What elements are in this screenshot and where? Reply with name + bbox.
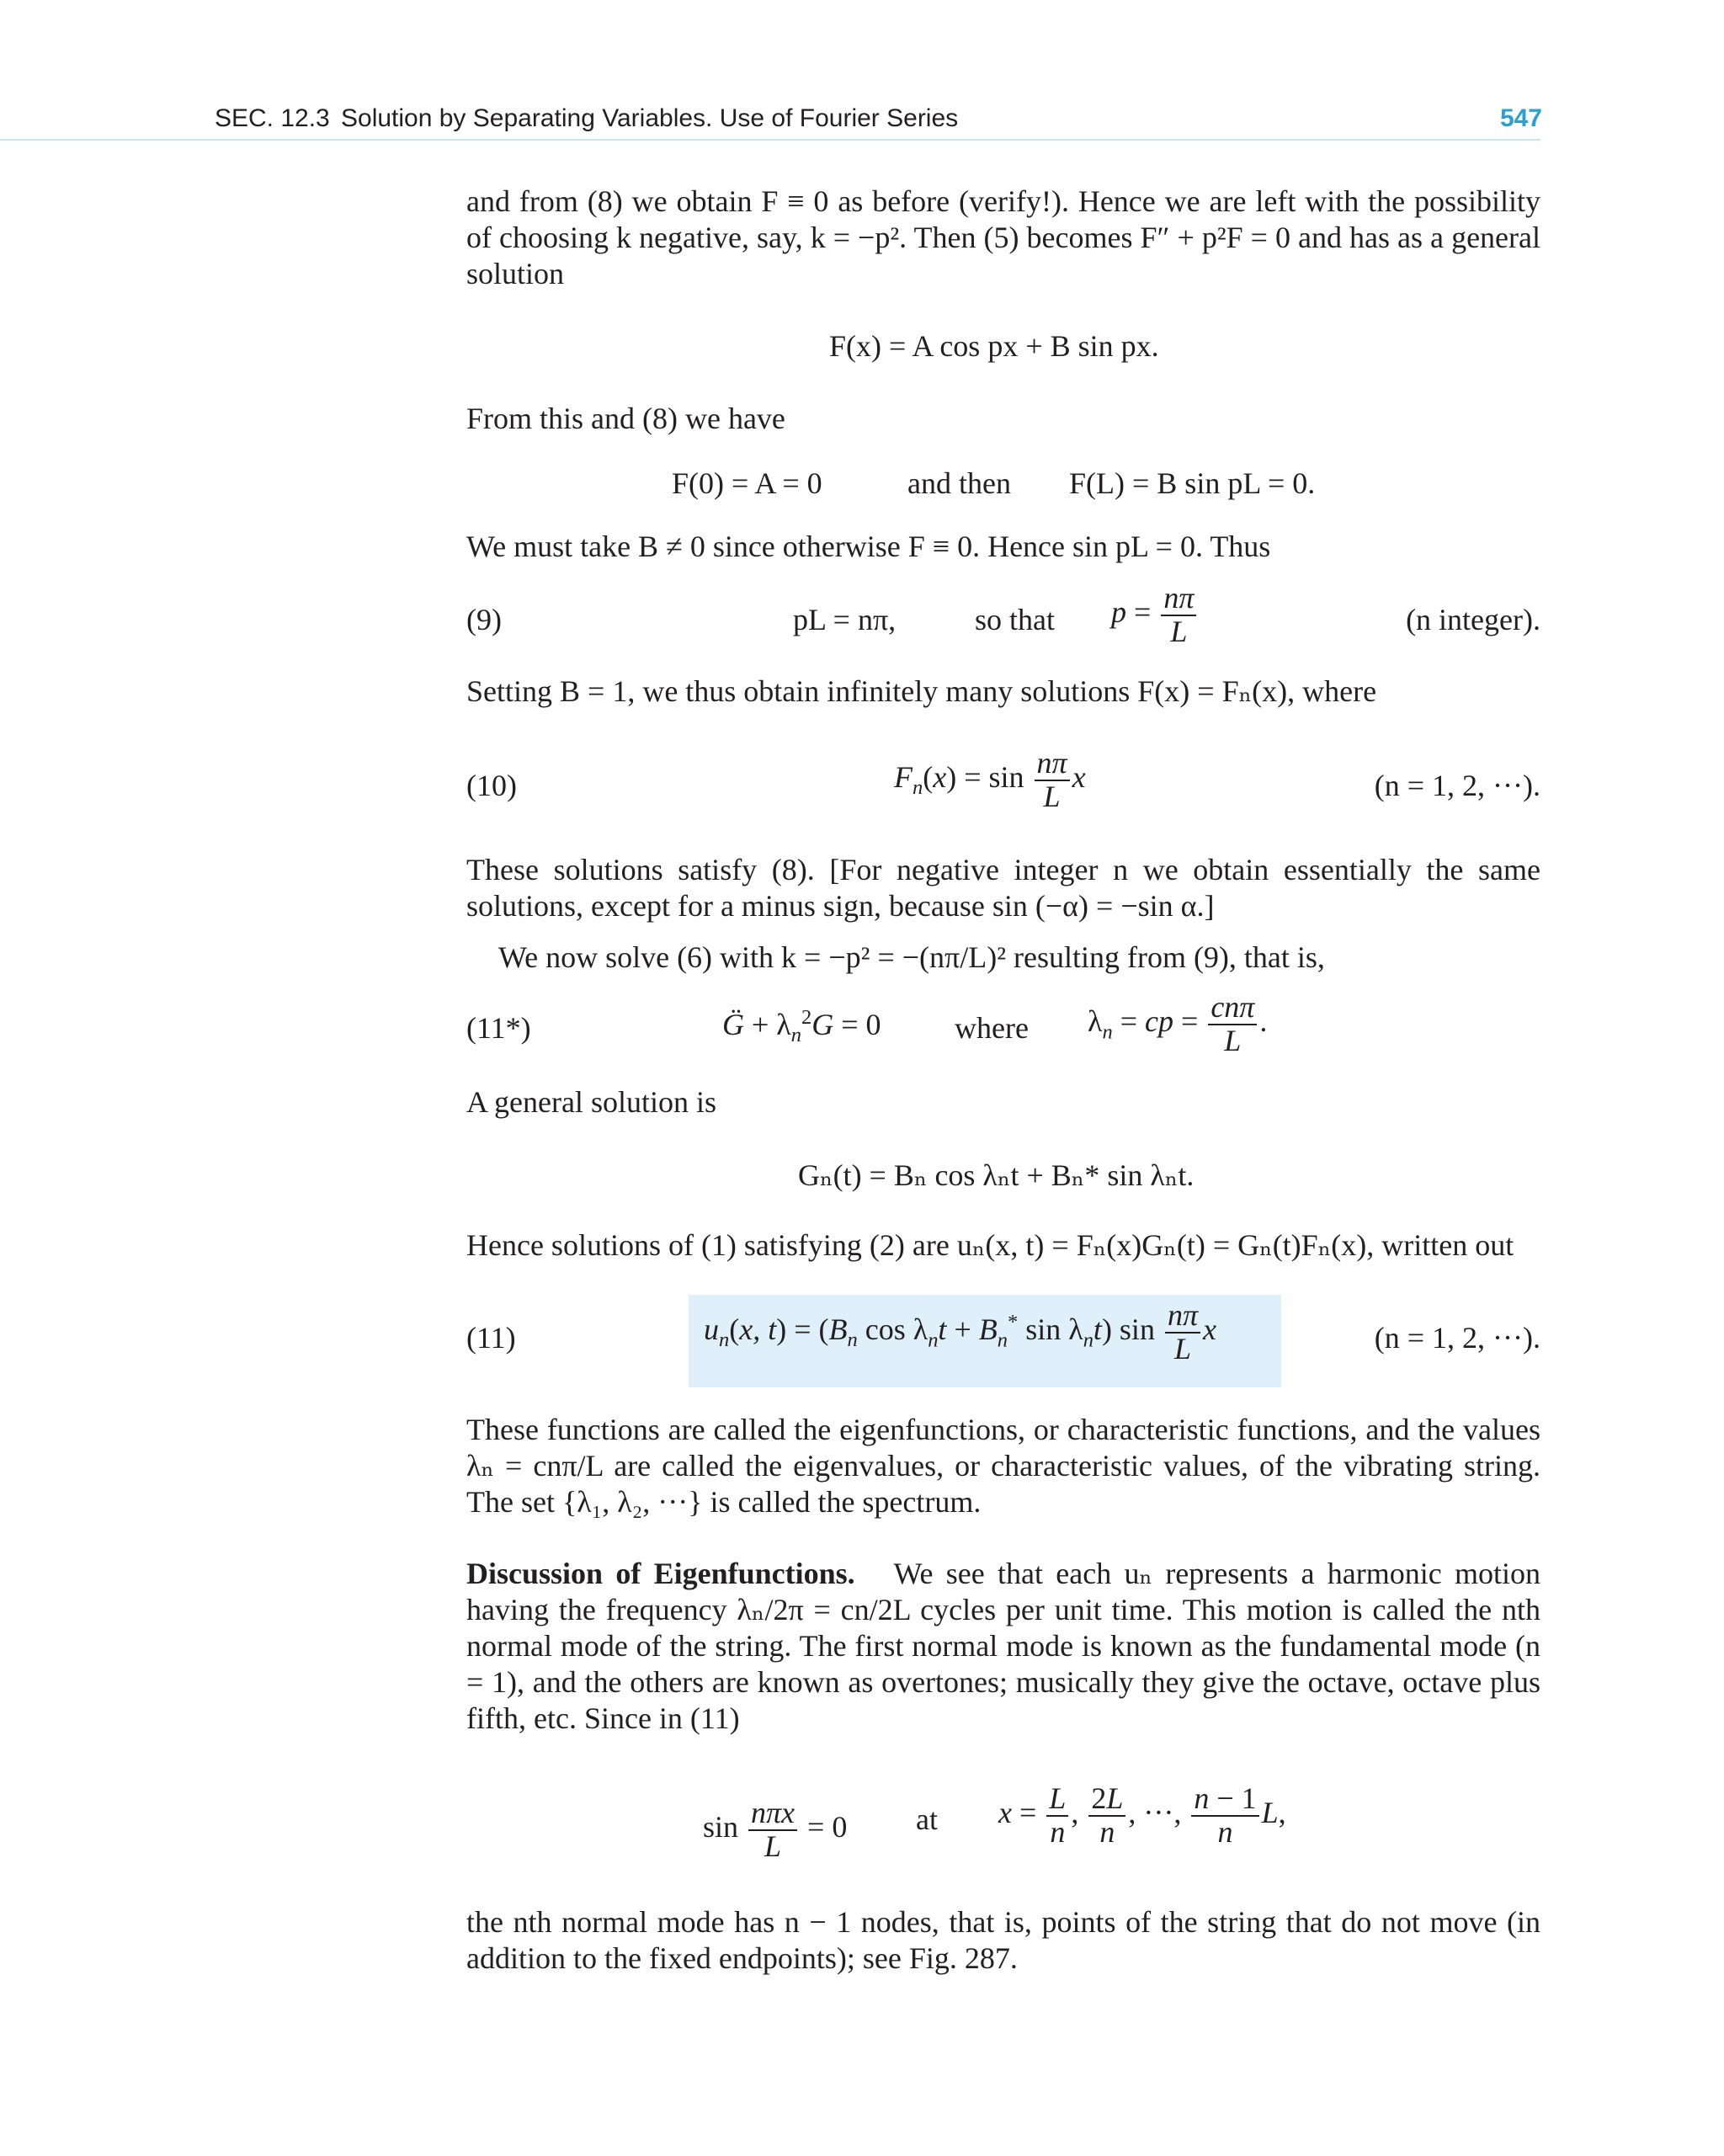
paragraph-9: These functions are called the eigenfunctions, or characteristic functions, and the values λₙ = cnπ/L are called the eigenvalues, or characteristic values, of the vibrating string. The set {λ₁, λ₂, ···} is called the spectrum.	[466, 1413, 1540, 1519]
equation-9-mid: so that	[975, 603, 1055, 636]
equation-cond-right: F(L) = B sin pL = 0.	[1069, 466, 1316, 500]
paragraph-7: A general solution is	[466, 1085, 716, 1119]
paragraph-10	[466, 1556, 1540, 1737]
equation-11s-label: (11*)	[466, 1011, 531, 1045]
equation-11s-right: $\lambda_n$ = cp = $\frac{\text{cnπ}}{L}$ .	[1088, 990, 1268, 1057]
section-number: SEC. 12.3	[215, 104, 330, 132]
discussion-text: We see that each uₙ represents a harmonic motion having the frequency λₙ/2π = cn/2L cycles per unit time. This motion is called the nth normal mode of the string. The first normal mode is known as the fundamental mode (n = 1), and the others are known as overtones; musically they give the octave, octave plus fifth, etc. Since in (11)	[466, 1557, 1540, 1735]
paragraph-2: From this and (8) we have	[466, 402, 785, 435]
equation-11s-left: G̈ + $\lambda_n^2G = 0$	[722, 1006, 881, 1047]
equation-10: $F_n(x) = \sin$ $\frac{n\pi}{L}$ x	[894, 746, 1086, 813]
paragraph-11: the nth normal mode has n − 1 nodes, that is, points of the string that do not move (in addition to the fixed endpoints); see Fig. 287.	[466, 1905, 1540, 1975]
paragraph-6: We now solve (6) with k = −p² = −(nπ/L)² resulting from (9), that is,	[498, 940, 1325, 974]
equation-general-G: Gₙ(t) = Bₙ cos λₙt + Bₙ* sin λₙt.	[798, 1158, 1195, 1192]
equation-general-F: F(x) = A cos px + B sin px.	[829, 329, 1159, 363]
paragraph-8: Hence solutions of (1) satisfying (2) are uₙ(x, t) = Fₙ(x)Gₙ(t) = Gₙ(t)Fₙ(x), written out	[466, 1228, 1514, 1262]
equation-11s-mid: where	[955, 1011, 1029, 1045]
equation-cond-mid: and then	[907, 466, 1011, 500]
equation-10-condition: (n = 1, 2, ···).	[1374, 769, 1540, 802]
paragraph-4: Setting B = 1, we thus obtain infinitely many solutions F(x) = Fₙ(x), where	[466, 674, 1377, 708]
discussion-heading: Discussion of Eigenfunctions.	[466, 1557, 855, 1590]
equation-cond-left: F(0) = A = 0	[672, 466, 822, 500]
equation-9-right: p = $\frac{n\pi}{L}$	[1111, 583, 1199, 648]
equation-9-condition: (n integer).	[1406, 603, 1540, 636]
equation-nodes-left: sin $\frac{\text{nπx}}{L}$ = 0	[703, 1796, 848, 1863]
page-number: 547	[1499, 104, 1542, 132]
paragraph-5: These solutions satisfy (8). [For negative integer n we obtain essentially the same solutions, except for a minus sign, because sin (−α) = −sin α.]	[466, 853, 1540, 923]
equation-11-label: (11)	[466, 1321, 516, 1355]
equation-11: $u_n(x$, $t) = (B_n$ $\cos \lambda_nt + B_n^*$ $\sin \lambda_nt$) sin $\frac{n\pi}{L}$ x	[704, 1298, 1216, 1365]
equation-nodes-right: x = $\frac{L}{n}$ , $\frac{2L}{n}$ , ···, $\frac{n - 1}{n}$ L,	[998, 1781, 1286, 1849]
equation-9-left: pL = nπ,	[793, 603, 897, 636]
equation-11-condition: (n = 1, 2, ···).	[1374, 1321, 1540, 1355]
paragraph-3: We must take B ≠ 0 since otherwise F ≡ 0. Hence sin pL = 0. Thus	[466, 530, 1271, 563]
section-title: Solution by Separating Variables. Use of Fourier Series	[341, 104, 959, 132]
equation-10-label: (10)	[466, 769, 517, 802]
paragraph-1: and from (8) we obtain F ≡ 0 as before (verify!). Hence we are left with the possibility of choosing k negative, say, k = −p². Then (5) becomes F″ + p²F = 0 and has as a general solution	[466, 184, 1540, 290]
header-rule	[0, 139, 1540, 141]
equation-nodes-mid: at	[916, 1802, 938, 1836]
equation-9-label: (9)	[466, 603, 502, 636]
